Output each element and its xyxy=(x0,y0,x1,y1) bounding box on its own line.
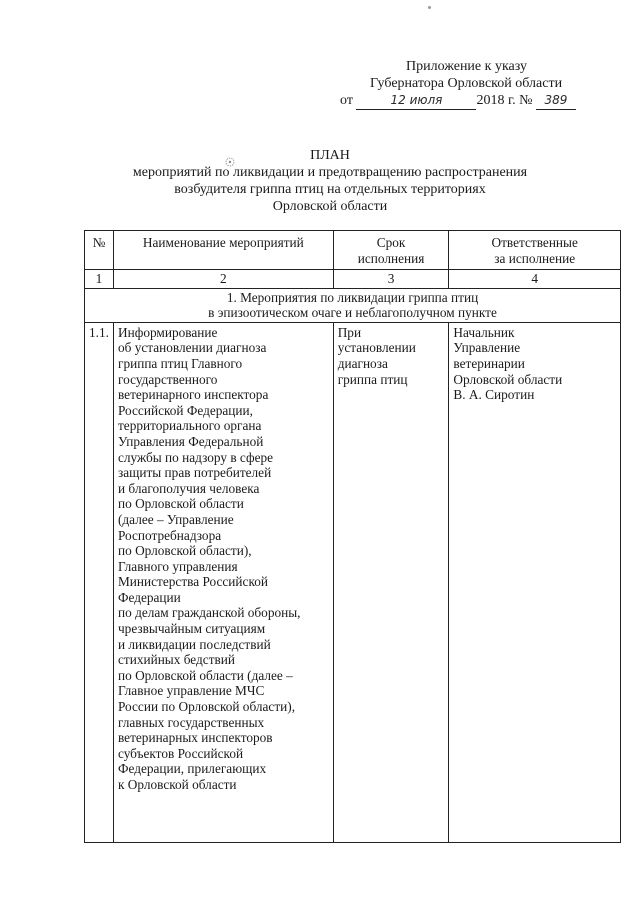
title-line1: мероприятий по ликвидации и предотвращению распространения xyxy=(132,165,528,180)
cell-line: Главное управление МЧС xyxy=(117,683,265,699)
cell-line: Федерации xyxy=(117,589,181,605)
cell-line: чрезвычайным ситуациям xyxy=(117,621,266,637)
from-label: от xyxy=(340,93,353,108)
title-line2: возбудителя гриппа птиц на отдельных территориях xyxy=(174,182,486,197)
row-term xyxy=(333,322,449,842)
cell-line: Управления Федеральной xyxy=(117,433,264,449)
header-name: Наименование мероприятий xyxy=(113,231,333,270)
header-term xyxy=(333,231,449,270)
cell-line: стихийных бедствий xyxy=(117,652,236,668)
cell-line: Министерства Российской xyxy=(117,574,268,590)
cell-line: Орловской области xyxy=(453,371,563,387)
scan-dot xyxy=(428,6,431,9)
year-text: 2018 г. № xyxy=(476,93,533,108)
handwritten-date: 12 июля xyxy=(356,92,476,110)
appendix-date-line xyxy=(340,92,620,110)
appendix-header xyxy=(340,58,620,110)
cell-line: по Орловской области xyxy=(117,496,244,512)
plan-table xyxy=(84,230,621,843)
cell-line: гриппа птиц xyxy=(337,371,408,387)
header-responsible-line: за исполнение xyxy=(494,250,576,266)
column-number: 3 xyxy=(333,270,449,289)
cell-line: Российской Федерации, xyxy=(117,402,253,418)
cell-line: по делам гражданской обороны, xyxy=(117,605,301,621)
cell-line: и ликвидации последствий xyxy=(117,636,271,652)
title-heading: ПЛАН xyxy=(310,148,350,163)
appendix-line1: Приложение к указу xyxy=(406,59,527,74)
cell-line: Федерации, прилегающих xyxy=(117,761,267,777)
cell-line: В. А. Сиротин xyxy=(453,387,535,403)
header-responsible-line: Ответственные xyxy=(491,235,578,250)
cell-line: защиты прав потребителей xyxy=(117,465,272,481)
cell-line: по Орловской области (далее – xyxy=(117,667,293,683)
cell-line: (далее – Управление xyxy=(117,511,234,527)
cell-line: главных государственных xyxy=(117,714,265,730)
column-number: 1 xyxy=(85,270,114,289)
header-term-line: исполнения xyxy=(357,250,425,266)
section-title xyxy=(85,288,621,322)
cell-line: Главного управления xyxy=(117,558,238,574)
section-row xyxy=(85,288,621,322)
header-row xyxy=(85,231,621,270)
cell-line: гриппа птиц Главного xyxy=(117,355,243,371)
cell-line: ветеринарного инспектора xyxy=(117,387,269,403)
section-line1: 1. Мероприятия по ликвидации гриппа птиц xyxy=(226,289,479,305)
column-number-row xyxy=(85,270,621,289)
cell-line: России по Орловской области), xyxy=(117,699,296,715)
cell-line: При xyxy=(337,324,362,340)
cell-line: Информирование xyxy=(117,324,218,340)
cell-line: государственного xyxy=(117,371,218,387)
appendix-line2: Губернатора Орловской области xyxy=(370,76,563,91)
column-number: 4 xyxy=(449,270,621,289)
header-num: № xyxy=(85,231,114,270)
cell-line: субъектов Российской xyxy=(117,745,244,761)
cell-line: территориального органа xyxy=(117,418,262,434)
cell-line: по Орловской области), xyxy=(117,543,252,559)
cell-line: ветеринарии xyxy=(453,355,525,371)
column-number: 2 xyxy=(113,270,333,289)
cell-line: и благополучия человека xyxy=(117,480,260,496)
cell-line: службы по надзору в сфере xyxy=(117,449,274,465)
header-term-line: Срок xyxy=(376,235,406,250)
cell-line: установлении xyxy=(337,340,416,356)
row-description xyxy=(113,322,333,842)
cell-line: Начальник xyxy=(453,324,515,340)
plan-title xyxy=(100,147,560,215)
title-line3: Орловской области xyxy=(272,199,388,214)
header-responsible xyxy=(449,231,621,270)
row-responsible xyxy=(449,322,621,842)
section-line2: в эпизоотическом очаге и неблагополучном пункте xyxy=(208,305,497,321)
cell-line: Роспотребнадзора xyxy=(117,527,222,543)
cell-line: к Орловской области xyxy=(117,777,237,792)
cell-line: диагноза xyxy=(337,355,388,371)
cell-line: ветеринарных инспекторов xyxy=(117,730,273,746)
table-row xyxy=(85,322,621,842)
cell-line: Управление xyxy=(453,340,521,356)
handwritten-number: 389 xyxy=(536,92,576,110)
row-number: 1.1. xyxy=(85,322,114,842)
cell-line: об установлении диагноза xyxy=(117,340,267,356)
